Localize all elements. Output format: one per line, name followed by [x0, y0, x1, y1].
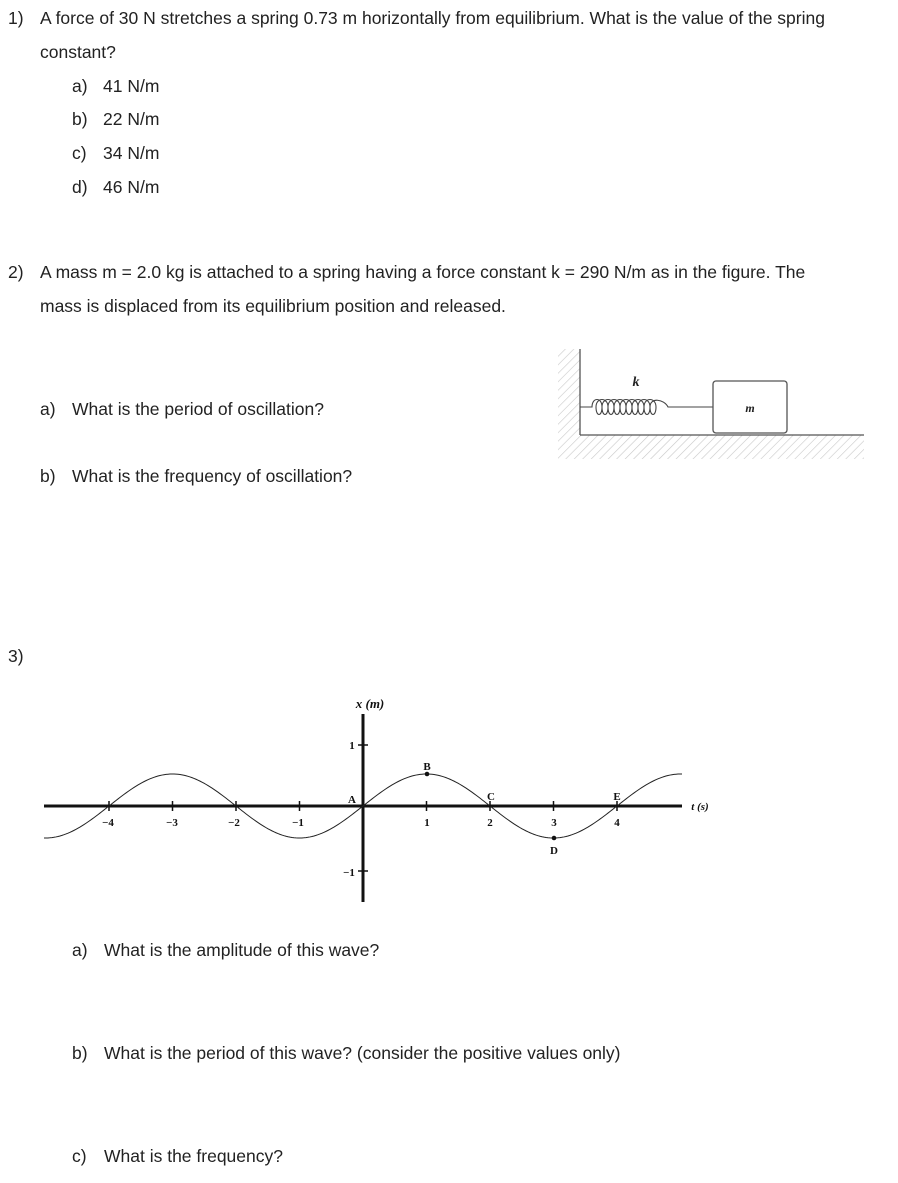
floor-hatching — [558, 435, 864, 459]
x-tick-label: −1 — [292, 817, 304, 829]
part-text: What is the period of oscillation? — [72, 399, 324, 419]
x-tick-label: −3 — [166, 817, 178, 829]
q2-text-line1: A mass m = 2.0 kg is attached to a spring having a force constant k = 290 N/m as in the figure. The — [40, 262, 806, 282]
q1-text-line2: constant? — [40, 42, 116, 62]
option-text: 34 N/m — [103, 143, 160, 163]
part-text: What is the period of this wave? (consider the positive values only) — [104, 1043, 621, 1063]
x-tick-label: 4 — [614, 817, 620, 829]
x-tick-label: −4 — [102, 817, 114, 829]
option-letter: d) — [72, 177, 88, 197]
q1-text-line1: A force of 30 N stretches a spring 0.73 m horizontally from equilibrium. What is the value of the spring — [40, 8, 825, 28]
x-tick-label: 1 — [424, 817, 430, 829]
point-e-label: E — [613, 791, 621, 803]
q2-text-line2: mass is displaced from its equilibrium position and released. — [40, 296, 506, 316]
option-letter: c) — [72, 143, 87, 163]
part-letter: b) — [72, 1043, 88, 1063]
wall-hatching — [558, 349, 580, 435]
part-text: What is the frequency? — [104, 1146, 283, 1166]
option-text: 46 N/m — [103, 177, 160, 197]
part-text: What is the amplitude of this wave? — [104, 940, 380, 960]
point-d-label: D — [550, 845, 558, 857]
point-b-label: B — [423, 761, 431, 773]
q2-number: 2) — [8, 262, 24, 282]
option-letter: b) — [72, 109, 88, 129]
spring-mass-figure — [552, 345, 868, 467]
part-text: What is the frequency of oscillation? — [72, 466, 353, 486]
point-c-label: C — [487, 791, 495, 803]
y-tick-label-1: 1 — [349, 740, 355, 752]
y-axis-label: x (m) — [355, 696, 385, 711]
part-letter: a) — [40, 399, 56, 419]
y-tick-label-neg1: −1 — [343, 867, 355, 879]
q3-number: 3) — [8, 646, 24, 666]
x-tick-label: 2 — [487, 817, 493, 829]
option-letter: a) — [72, 76, 88, 96]
mass-label: m — [745, 401, 755, 415]
point-a-label: A — [348, 794, 356, 806]
part-letter: b) — [40, 466, 56, 486]
q1-number: 1) — [8, 8, 24, 28]
x-tick-label: −2 — [228, 817, 240, 829]
part-letter: c) — [72, 1146, 87, 1166]
spring-coil — [580, 400, 713, 415]
x-tick-label: 3 — [551, 817, 557, 829]
x-axis-label: t (s) — [691, 801, 709, 813]
point-d-marker — [552, 836, 557, 841]
spring-label: k — [632, 375, 640, 390]
part-letter: a) — [72, 940, 88, 960]
option-text: 22 N/m — [103, 109, 160, 129]
wave-graph — [0, 690, 898, 910]
option-text: 41 N/m — [103, 76, 160, 96]
